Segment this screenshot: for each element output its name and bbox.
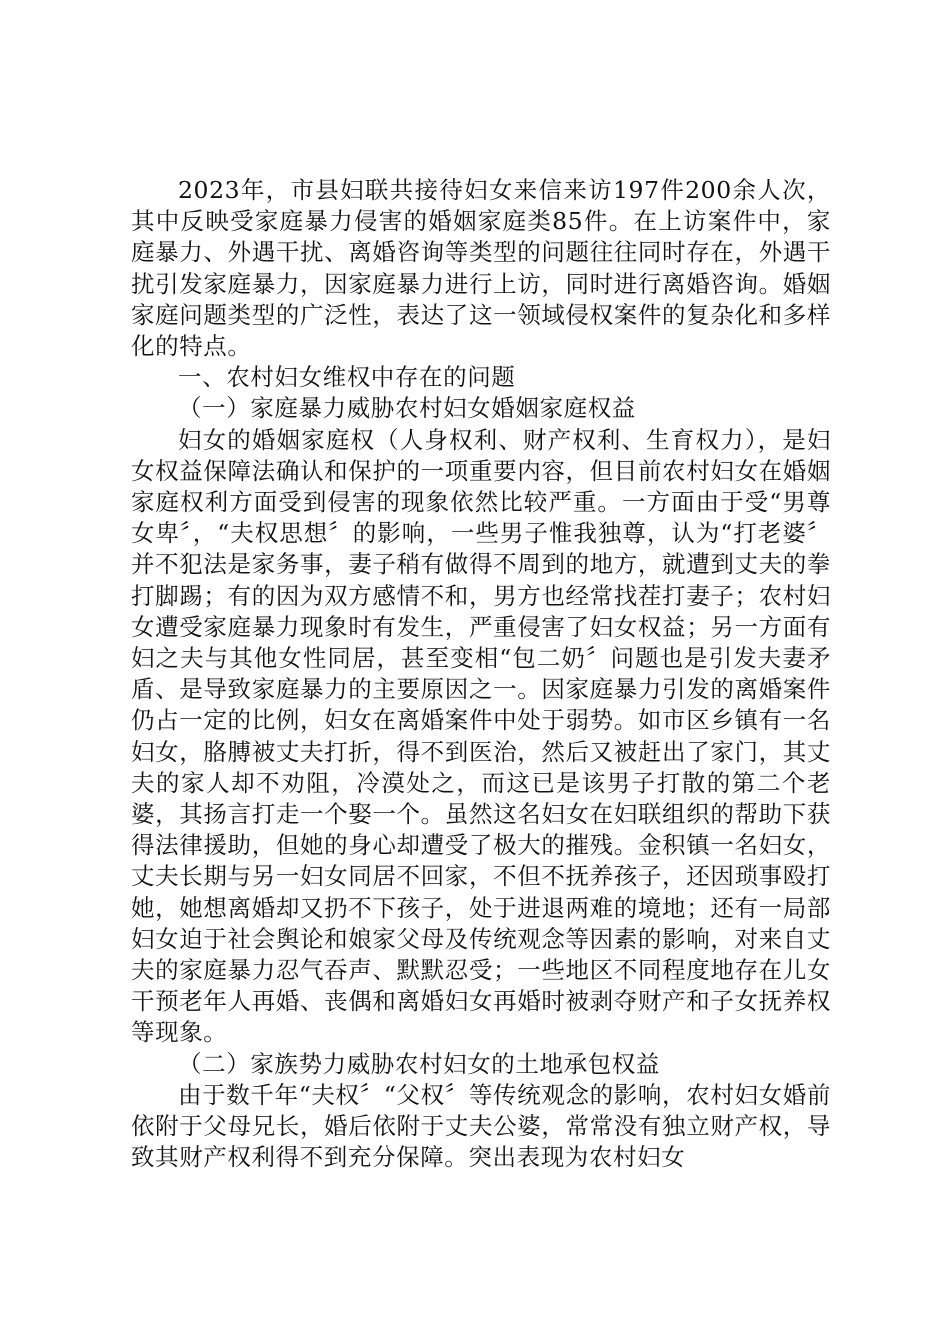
section-heading-problems: 一、农村妇女维权中存在的问题 [178, 363, 516, 392]
document-body [131, 175, 831, 1174]
paragraph-domestic-violence: 妇女的婚姻家庭权（人身权利、财产权利、生育权力），是妇女权益保障法确认和保护的一项重要内容，但目前农村妇女在婚姻家庭权利方面受到侵害的现象依然比较严重。一方面由于受“男尊女卑〞，“夫权思想〞的影响，一些男子惟我独尊，认为“打老婆〞并不犯法是家务事，妻子稍有做得不周到的地方，就遭到丈夫的拳打脚踢；有的因为双方感情不和，男方也经常找茬打妻子；农村妇女遭受家庭暴力现象时有发生，严重侵害了妇女权益；另一方面有妇之夫与其他女性同居，甚至变相“包二奶〞问题也是引发夫妻矛盾、是导致家庭暴力的主要原因之一。因家庭暴力引发的离婚案件仍占一定的比例，妇女在离婚案件中处于弱势。如市区乡镇有一名妇女，胳膊被丈夫打折，得不到医治，然后又被赶出了家门，其丈夫的家人却不劝阻，冷漠处之，而这已是该男子打散的第二个老婆，其扬言打走一个娶一个。虽然这名妇女在妇联组织的帮助下获得法律援助，但她的身心却遭受了极大的摧残。金积镇一名妇女，丈夫长期与另一妇女同居不回家，不但不抚养孩子，还因琐事殴打她，她想离婚却又扔不下孩子，处于进退两难的境地；还有一局部妇女迫于社会舆论和娘家父母及传统观念等因素的影响，对来自丈夫的家庭暴力忍气吞声、默默忍受；一些地区不同程度地存在儿女干预老年人再婚、丧偶和离婚妇女再婚时被剥夺财产和子女抚养权等现象。 [131, 425, 831, 1047]
paragraph-land-rights: 由于数千年“夫权〞“父权〞等传统观念的影响，农村妇女婚前依附于父母兄长，婚后依附于丈夫公婆，常常没有独立财产权，导致其财产权利得不到充分保障。突出表现为农村妇女 [131, 1080, 831, 1172]
subsection-heading-domestic-violence: （一）家庭暴力威胁农村妇女婚姻家庭权益 [178, 394, 636, 423]
subsection-heading-land-rights: （二）家族势力威胁农村妇女的土地承包权益 [178, 1049, 660, 1078]
paragraph-intro: 2023年，市县妇联共接待妇女来信来访197件200余人次，其中反映受家庭暴力侵害的婚姻家庭类85件。在上访案件中，家庭暴力、外遇干扰、离婚咨询等类型的问题往往同时存在，外遇干扰引发家庭暴力，因家庭暴力进行上访，同时进行离婚咨询。婚姻家庭问题类型的广泛性，表达了这一领域侵权案件的复杂化和多样化的特点。 [131, 176, 831, 361]
